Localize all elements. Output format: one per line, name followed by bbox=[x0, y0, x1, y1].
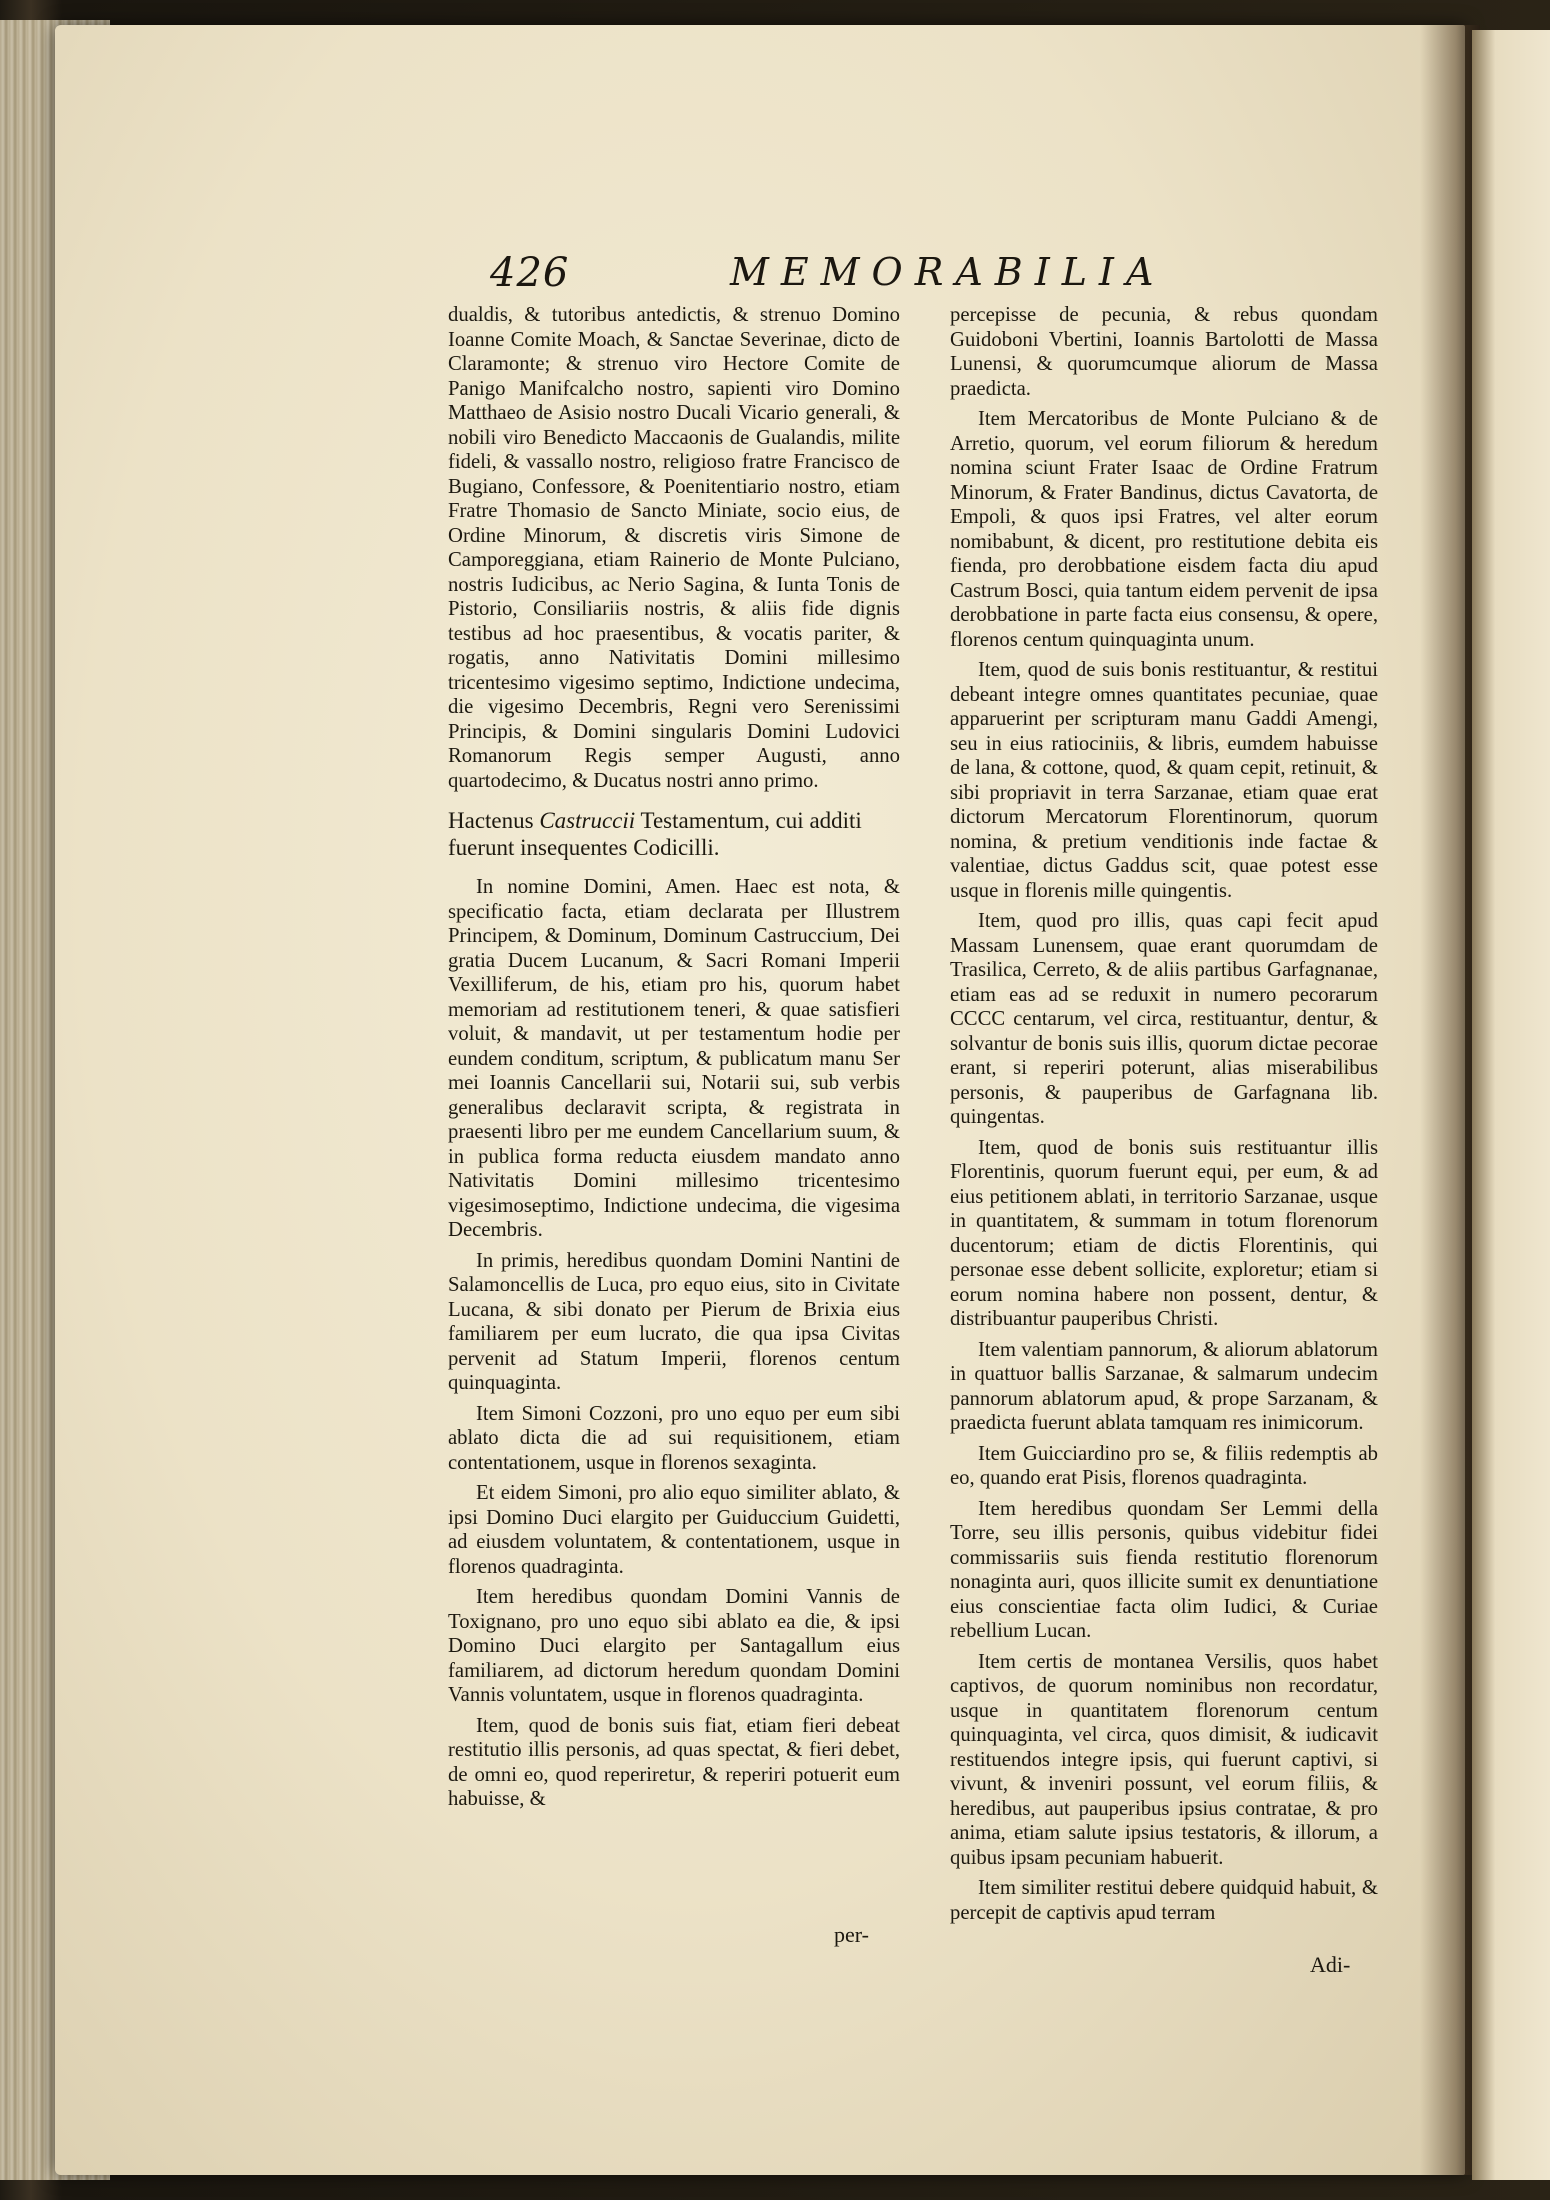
right-paragraph-9: Item certis de montanea Versilis, quos habet captivos, de quorum nominibus non recordatur, usque in quantitatem florenorum centum quinquaginta, vel circa, quos dimisit, & iudicavit restituendos integre ipsis, qui fuerunt captivi, si vivunt, & inveniri possunt, vel eorum filiis, & heredibus, aut pauperibus ipsius contratae, & pro anima, etiam salute ipsius testatoris, & illorum, a quibus ipsam pecuniam habuerit. bbox=[950, 1650, 1378, 1869]
right-column bbox=[950, 303, 1378, 2200]
left-column bbox=[448, 303, 900, 2200]
right-paragraph-1: percepisse de pecunia, & rebus quondam Guidoboni Vbertini, Ioannis Bartolotti de Massa Lunensi, & quorumcumque aliorum de Massa praedicta. bbox=[950, 304, 1378, 400]
heading-text-pre: Hactenus bbox=[448, 808, 534, 833]
left-paragraph-5: Et eidem Simoni, pro alio equo similiter ablato, & ipsi Domino Duci elargito per Guiduccium Guidetti, ad eiusdem voluntatem, & contentationem, usque in florenos quadraginta. bbox=[448, 1482, 900, 1578]
left-paragraph-2: In nomine Domini, Amen. Haec est nota, & specificatio facta, etiam declarata per Illustrem Principem, & Dominum, Dominum Castruccium, Dei gratia Ducem Lucanum, & Sacri Romani Imperii Vexilliferum, de his, etiam pro his, quorum habet memoriam ad restitutionem teneri, & quae satisfieri voluit, & mandavit, ut per testamentum hodie per eundem conditum, scriptum, & publicatum manu Ser mei Ioannis Cancellarii sui, Notarii sui, sub verbis generalibus declaravit scripta, & registrata in praesenti libro per me eundem Cancellarium suum, & in publica forma reducta eiusdem mandato anno Nativitatis Domini millesimo tricentesimo vigesimoseptimo, Indictione undecima, die vigesima Decembris. bbox=[448, 876, 900, 1241]
left-paragraph-6: Item heredibus quondam Domini Vannis de Toxignano, pro uno equo sibi ablato ea die, & ipsi Domino Duci elargito per Santagallum eius familiarem, ad dictorum heredum quondam Domini Vannis voluntatem, usque in florenos quadraginta. bbox=[448, 1586, 900, 1706]
gutter-shadow bbox=[1420, 25, 1480, 2175]
right-paragraph-7: Item Guicciardino pro se, & filiis redemptis ab eo, quando erat Pisis, florenos quadraginta. bbox=[950, 1442, 1378, 1489]
page-header bbox=[490, 250, 1210, 300]
left-paragraph-3: In primis, heredibus quondam Domini Nantini de Salamoncellis de Luca, pro equo eius, sito in Civitate Lucana, & sibi donato per Pierum de Brixia eius familiarem per eum lucrato, die qua ipsa Civitas pervenit ad Statum Imperii, florenos centum quinquaginta. bbox=[448, 1249, 900, 1394]
running-title: MEMORABILIA bbox=[730, 250, 1166, 294]
left-paragraph-4: Item Simoni Cozzoni, pro uno equo per eum sibi ablato dicta die ad sui requisitionem, etiam contentationem, usque in florenos sexaginta. bbox=[448, 1402, 900, 1474]
heading-text-post: Testamentum, cui additi fuerunt insequentes Codicilli. bbox=[448, 808, 862, 860]
right-paragraph-5: Item, quod de bonis suis restituantur illis Florentinis, quorum fuerunt equi, per eum, & ad eius petitionem ablati, in territorio Sarzanae, usque in quantitatem, & summam in totum florenorum ducentorum; etiam de dictis Florentinis, qui personae esse debent sollicite, exploretur; etiam si eorum nomina habere non possent, dentur, & distribuantur pauperibus Christi. bbox=[950, 1136, 1378, 1330]
right-paragraph-3: Item, quod de suis bonis restituantur, & restitui debeant integre omnes quantitates pecuniae, quae apparuerint per scripturam manu Gaddi Amengi, seu in eius ratiociniis, & libris, eumdem habuisse de lana, & cottone, quod, & quam cepit, retinuit, & sibi propriavit in terra Sarzanae, etiam quae erat dictorum Mercatorum Florentinorum, quorum nomina, & pretium venditionis inde factae & valentiae, dictus Gaddus scit, quae potest esse usque in florenis mille quingentis. bbox=[950, 659, 1378, 902]
right-catchword: Adi- bbox=[1310, 1952, 1351, 1977]
section-heading bbox=[448, 807, 900, 861]
facing-page-edge bbox=[1472, 30, 1550, 2180]
right-paragraph-2: Item Mercatoribus de Monte Pulciano & de Arretio, quorum, vel eorum filiorum & heredum nomina sciunt Frater Isaac de Ordine Fratrum Minorum, & Frater Bandinus, dictus Cavatorta, de Empoli, & quos ipsi Fratres, vel alter eorum nomibabunt, & dicent, pro restitutione debita eis fienda, pro derobbatione eisdem facta diu apud Castrum Bosci, quia tantum eidem pervenit de ipsa derobbatione in parte facta eius consensu, & opere, florenos centum quinquaginta unum. bbox=[950, 408, 1378, 651]
right-paragraph-6: Item valentiam pannorum, & aliorum ablatorum in quattuor ballis Sarzanae, & salmarum undecim pannorum ablatorum apud, & prope Sarzanam, & praedicta fuerunt ablata tamquam res inimicorum. bbox=[950, 1338, 1378, 1434]
right-paragraph-8: Item heredibus quondam Ser Lemmi della Torre, seu illis personis, quibus videbitur fidei commissariis suis fienda restitutio florenorum nonaginta auri, quos illicite sumit ex denuntiatione eius conscientiae facta olim Iudici, & Curiae rebellium Lucan. bbox=[950, 1497, 1378, 1642]
left-catchword: per- bbox=[834, 1922, 869, 1947]
left-paragraph-7: Item, quod de bonis suis fiat, etiam fieri debeat restitutio illis personis, ad quas spectat, & fieri debet, de omni eo, quod reperiretur, & reperiri potuerit eum habuisse, & bbox=[448, 1714, 900, 1810]
right-paragraph-4: Item, quod pro illis, quas capi fecit apud Massam Lunensem, quae erant quorumdam de Trasilica, Cerreto, & de aliis partibus Garfagnanae, etiam eas ad se reduxit in numero pecorarum CCCC centarum, vel circa, restituantur, dentur, & solvantur de bonis suis illis, quorum dictae pecorae erant, si reperiri poterunt, alias miserabilibus personis, & pauperibus de Garfagnana lib. quingentas. bbox=[950, 910, 1378, 1128]
right-paragraph-10: Item similiter restitui debere quidquid habuit, & percepit de captivis apud terram bbox=[950, 1877, 1378, 1924]
heading-name-italic: Castruccii bbox=[539, 808, 636, 833]
page-number: 426 bbox=[490, 250, 570, 296]
left-paragraph-1: dualdis, & tutoribus antedictis, & strenuo Domino Ioanne Comite Moach, & Sanctae Severinae, dicto de Claramonte; & strenuo viro Hectore Comite de Panigo Manifcalcho nostro, sapienti viro Domino Matthaeo de Asisio nostro Ducali Vicario generali, & nobili viro Benedicto Maccaonis de Gualandis, milite fideli, & vassallo nostro, religioso fratre Francisco de Bugiano, Confessore, & Poenitentiario nostro, etiam Fratre Thomasio de Sancto Miniate, socio eius, de Ordine Minorum, & discretis viris Simone de Camporeggiana, etiam Rainerio de Monte Pulciano, nostris Iudicibus, ac Nerio Sagina, & Iunta Tonis de Pistorio, Consiliariis nostris, & aliis fide dignis testibus ad hoc praesentibus, & vocatis pariter, & rogatis, anno Nativitatis Domini millesimo tricentesimo vigesimo septimo, Indictione undecima, die vigesimo Decembris, Regni vero Serenissimi Principis, & Domini singularis Domini Ludovici Romanorum Regis semper Augusti, anno quartodecimo, & Ducatus nostri anno primo. bbox=[448, 304, 900, 792]
